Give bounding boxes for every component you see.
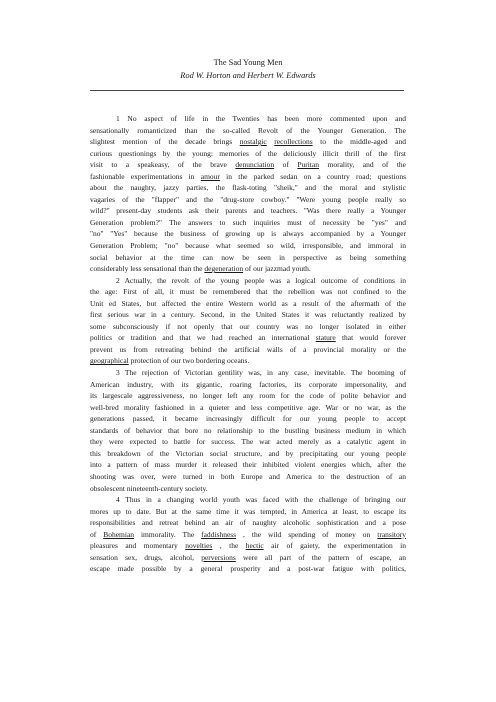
text-segment: Generation Problem; "no" because what seemed so wild, irresponsible, and immoral in: [90, 241, 406, 251]
text-segment: fashionable experimentations in: [90, 171, 201, 181]
text-line: [90, 194, 406, 206]
text-line: [90, 344, 406, 356]
text-line: [90, 563, 406, 575]
text-line: [90, 136, 406, 148]
underlined-word: denunciation: [235, 160, 275, 170]
text-line: [90, 252, 406, 264]
text-segment: pleasures and momentary: [90, 541, 186, 551]
text-line: [90, 228, 406, 240]
text-line: [90, 309, 406, 321]
text-segment: of: [90, 529, 104, 539]
text-segment: into a pattern of mass murder it released their inhibited violent energies which, after the: [90, 460, 406, 470]
underlined-word: hectic: [245, 541, 264, 551]
text-line: [90, 217, 406, 229]
text-segment: first serious war in a century. Second, in the United States it was reluctantly realized by: [90, 310, 406, 320]
paragraph: [90, 367, 406, 494]
text-line: [90, 552, 406, 564]
text-line: [90, 529, 406, 541]
text-segment: 4 Thus in a changing world youth was faced with the challenge of bringing our: [116, 495, 406, 505]
text-line: [90, 159, 406, 171]
text-line: [90, 459, 406, 471]
text-segment: responsibilities and retreat behind an air of naughty alcoholic sophistication and a pose: [90, 518, 406, 528]
text-line: [90, 355, 406, 367]
text-segment: air of gaiety, the experimentation in: [263, 541, 406, 551]
header-divider: [90, 90, 404, 91]
text-line: [90, 275, 406, 287]
text-segment: this breakdown of the Victorian social structure, and by precipitating our young people: [90, 448, 406, 458]
text-segment: vagaries of the "flapper" and the "drug-store cowboy." "Were young people really so: [90, 194, 406, 204]
text-segment: slightest mention of the decade brings: [90, 137, 240, 147]
text-segment: sensation sex, drugs, alcohol,: [90, 552, 202, 562]
text-line: [90, 367, 406, 379]
text-segment: standards of behavior that bore no relationship to the bustling business medium in which: [90, 425, 406, 435]
text-line: [90, 517, 406, 529]
underlined-word: stature: [315, 333, 336, 343]
text-line: [90, 205, 406, 217]
text-line: [90, 390, 406, 402]
text-line: [90, 263, 406, 275]
text-segment: considerably less sensational than the: [90, 264, 205, 274]
underlined-word: transitory: [377, 529, 406, 539]
text-segment: 2 Actually, the revolt of the young people was a logical outcome of conditions in: [116, 275, 406, 285]
text-line: [90, 379, 406, 391]
text-segment: protection of our two bordering oceans.: [128, 356, 250, 366]
text-segment: obsolescent nineteenth-century society.: [90, 483, 208, 493]
text-line: [90, 286, 406, 298]
document-body: [90, 113, 406, 575]
paragraph: [90, 275, 406, 367]
text-segment: Unit ed States, but affected the entire Western world as a result of the aftermath of the: [90, 298, 406, 308]
text-line: [90, 506, 406, 518]
text-segment: some subconsciously if not openly that our country was no longer isolated in either: [90, 321, 406, 331]
text-segment: 3 The rejection of Victorian gentility was, in any case, inevitable. The booming of: [116, 368, 406, 378]
text-segment: were all part of the pattern of escape, an: [235, 552, 406, 562]
underlined-word: nostalgic: [239, 137, 267, 147]
paragraph: [90, 113, 406, 275]
text-line: [90, 483, 406, 495]
text-segment: they were expected to battle for success. The war acted merely as a catalytic agent in: [90, 437, 406, 447]
text-segment: American industry, with its gigantic, roaring factories, its corporate impersonality, and: [90, 379, 406, 389]
underlined-word: perversions: [201, 552, 236, 562]
text-line: [90, 540, 406, 552]
text-line: [90, 113, 406, 125]
text-segment: Generation problem?" The answers to such inquiries must of necessity be "yes" and: [90, 217, 406, 227]
text-line: [90, 402, 406, 414]
text-segment: shooting was over, were turned in both Europe and America to the destruction of an: [90, 471, 406, 481]
text-segment: mores up to date. But at the same time it was tempted, in America at least, to escape its: [90, 506, 406, 516]
text-line: [90, 148, 406, 160]
text-line: [90, 471, 406, 483]
text-segment: escape made possible by a general prosperity and a post-war fatigue with politics,: [90, 564, 406, 574]
text-segment: the age: First of all, it must be remembered that the rebellion was not confined to the: [90, 287, 406, 297]
underlined-word: Puritan: [297, 160, 320, 170]
text-segment: to the middle-aged and: [312, 137, 406, 147]
text-segment: that would forever: [335, 333, 406, 343]
text-segment: , the wild spending of money on: [236, 529, 378, 539]
paragraph: [90, 494, 406, 575]
text-segment: social behavior at the time can now be seen in perspective as being something: [90, 252, 406, 262]
text-segment: of our jazzmad youth.: [243, 264, 311, 274]
text-line: [90, 182, 406, 194]
text-line: [90, 413, 406, 425]
underlined-word: novelties: [185, 541, 213, 551]
text-segment: politics or tradition and that we had reached an international: [90, 333, 316, 343]
text-line: [90, 448, 406, 460]
text-segment: immorality. The: [134, 529, 202, 539]
text-segment: wild?" present-day students ask their parents and teachers. "Was there really a Younger: [90, 206, 406, 216]
document-authors: Rod W. Horton and Herbert W. Edwards: [180, 71, 316, 80]
text-segment: sensationally romanticized than the so-called Revolt of the Younger Generation. The: [90, 125, 406, 135]
text-line: [90, 298, 406, 310]
text-segment: curious questionings by the young: memories of the deliciously illicit thrill of the first: [90, 148, 406, 158]
underlined-word: amour: [200, 171, 220, 181]
underlined-word: faddishness: [201, 529, 237, 539]
text-segment: generations passed, it became increasingly difficult for our young people to accept: [90, 414, 406, 424]
document-title: The Sad Young Men: [213, 58, 283, 67]
text-segment: its largescale aggressiveness, no longer left any room for the code of polite behavior and: [90, 391, 406, 401]
text-segment: 1 No aspect of life in the Twenties has been more commented upon and: [116, 114, 406, 123]
text-segment: visit to a speakeasy, of the brave: [90, 160, 236, 170]
text-segment: of: [274, 160, 298, 170]
text-segment: morality, and of the: [319, 160, 406, 170]
text-segment: well-bred morality fashioned in a quieter and less competitive age. War or no war, as the: [90, 402, 406, 412]
underlined-word: Bohemian: [103, 529, 135, 539]
text-line: [90, 240, 406, 252]
text-segment: about the naughty, jazzy parties, the flask-toting "sheik," and the moral and stylistic: [90, 183, 406, 193]
underlined-word: geographical: [90, 356, 129, 366]
underlined-word: degeneration: [204, 264, 244, 274]
text-line: [90, 321, 406, 333]
text-segment: , the: [212, 541, 246, 551]
text-segment: "no" "Yes" because the business of growing up is always accompanied by a Younger: [90, 229, 406, 239]
text-segment: in the parked sedan on a country road; questions: [219, 171, 406, 181]
text-line: [90, 171, 406, 183]
text-line: [90, 436, 406, 448]
text-line: [90, 125, 406, 137]
text-line: [90, 494, 406, 506]
text-line: [90, 425, 406, 437]
text-segment: prevent us from retreating behind the artificial walls of a provincial morality or the: [90, 344, 406, 354]
text-line: [90, 332, 406, 344]
underlined-word: recollections: [274, 137, 313, 147]
